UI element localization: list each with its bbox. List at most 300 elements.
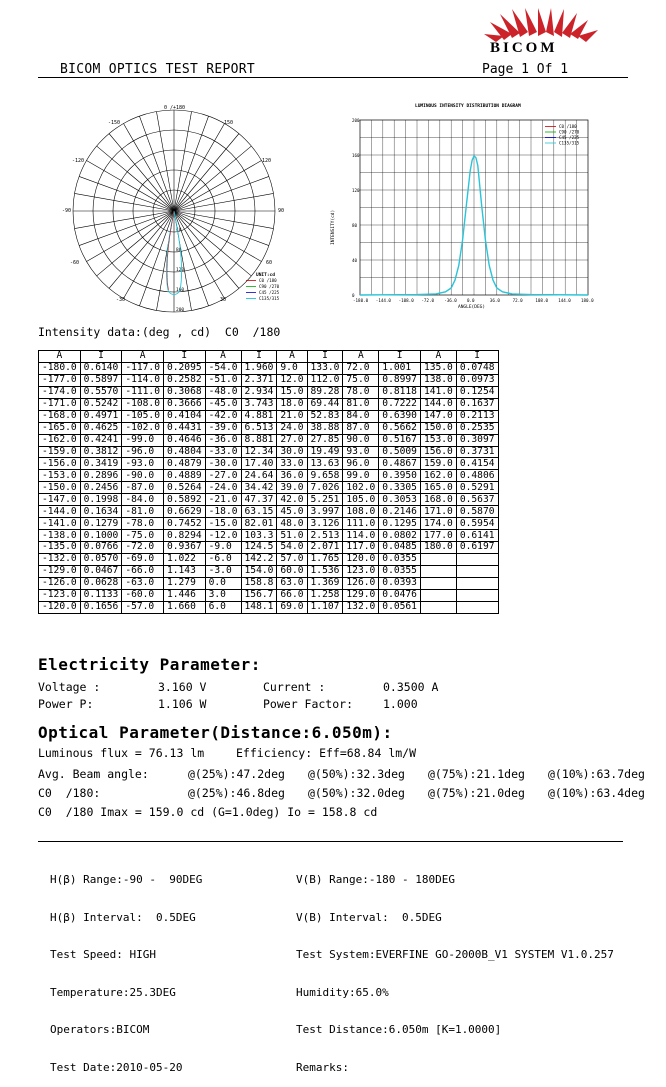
table-cell: 0.3053: [379, 494, 421, 506]
test-date: Test Date:2010-05-20: [50, 1060, 183, 1074]
table-cell: 0.0802: [379, 530, 421, 542]
chart-legend-label: C45 /225: [559, 135, 580, 140]
table-cell: [456, 553, 498, 565]
chart-legend-label: C90 /270: [559, 129, 580, 135]
table-cell: 21.0: [277, 410, 307, 422]
table-cell: -21.0: [205, 494, 241, 506]
chart-x-tick: -108.0: [398, 298, 414, 303]
table-cell: -6.0: [205, 553, 241, 565]
table-cell: 0.2582: [163, 374, 205, 386]
polar-radial-label: 200: [176, 308, 185, 313]
intensity-table: [38, 350, 499, 614]
table-cell: 45.0: [277, 506, 307, 518]
table-cell: 42.0: [277, 494, 307, 506]
table-cell: 142.2: [241, 553, 277, 565]
chart-y-tick: 120: [352, 188, 360, 193]
table-cell: 117.0: [343, 542, 379, 554]
table-cell: 48.0: [277, 518, 307, 530]
chart-x-tick: 180.0: [581, 298, 594, 303]
table-cell: 112.0: [307, 374, 343, 386]
table-cell: -63.0: [122, 577, 164, 589]
table-cell: 0.1279: [80, 518, 122, 530]
table-cell: 0.0766: [80, 542, 122, 554]
table-cell: 1.660: [163, 601, 205, 613]
table-cell: 0.3068: [163, 386, 205, 398]
chart-x-tick: 0.0: [467, 298, 475, 303]
table-cell: 177.0: [420, 530, 456, 542]
table-cell: 129.0: [343, 589, 379, 601]
table-cell: 0.2113: [456, 410, 498, 422]
table-cell: 0.3305: [379, 482, 421, 494]
table-cell: 1.022: [163, 553, 205, 565]
table-cell: -48.0: [205, 386, 241, 398]
table-cell: -159.0: [39, 446, 81, 458]
table-cell: 0.4889: [163, 470, 205, 482]
table-cell: 63.0: [277, 577, 307, 589]
table-cell: 0.2456: [80, 482, 122, 494]
table-cell: -84.0: [122, 494, 164, 506]
polar-diagram: [60, 100, 310, 330]
temperature: Temperature:25.3DEG: [50, 985, 176, 999]
table-cell: 1.446: [163, 589, 205, 601]
table-header: A: [122, 351, 164, 363]
table-cell: 69.0: [277, 601, 307, 613]
table-cell: 13.63: [307, 458, 343, 470]
table-cell: -78.0: [122, 518, 164, 530]
table-cell: 162.0: [420, 470, 456, 482]
pf-value: 1.000: [383, 697, 418, 711]
table-cell: -144.0: [39, 506, 81, 518]
optical-title: Optical Parameter(Distance:6.050m):: [38, 723, 393, 742]
table-cell: -3.0: [205, 565, 241, 577]
table-cell: 1.143: [163, 565, 205, 577]
table-cell: 12.34: [241, 446, 277, 458]
table-cell: -156.0: [39, 458, 81, 470]
polar-legend-label: C45 /225: [259, 290, 280, 295]
table-row: [39, 601, 499, 613]
table-cell: 87.0: [343, 422, 379, 434]
table-cell: 9.0: [277, 362, 307, 374]
intensity-line-chart: [320, 100, 610, 315]
table-row: [39, 542, 499, 554]
table-cell: 24.64: [241, 470, 277, 482]
c0-beam-10: @(10%):63.4deg: [548, 786, 645, 800]
table-cell: -108.0: [122, 398, 164, 410]
table-cell: -87.0: [122, 482, 164, 494]
table-cell: 1.765: [307, 553, 343, 565]
table-cell: 0.5637: [456, 494, 498, 506]
c0-beam-25: @(25%):46.8deg: [188, 786, 285, 800]
table-cell: 156.0: [420, 446, 456, 458]
table-cell: 0.8294: [163, 530, 205, 542]
table-cell: -180.0: [39, 362, 81, 374]
table-cell: 105.0: [343, 494, 379, 506]
table-cell: -27.0: [205, 470, 241, 482]
humidity: Humidity:65.0%: [296, 985, 389, 999]
table-cell: 0.8997: [379, 374, 421, 386]
table-cell: -153.0: [39, 470, 81, 482]
chart-x-tick: 144.0: [558, 298, 571, 303]
polar-radial-label: 120: [176, 268, 185, 273]
table-cell: -24.0: [205, 482, 241, 494]
table-cell: -150.0: [39, 482, 81, 494]
table-cell: 63.15: [241, 506, 277, 518]
table-cell: -36.0: [205, 434, 241, 446]
polar-legend-title: UNIT:cd: [256, 273, 275, 278]
table-cell: 0.6140: [80, 362, 122, 374]
table-cell: 24.0: [277, 422, 307, 434]
chart-x-tick: 36.0: [489, 298, 500, 303]
table-header: A: [420, 351, 456, 363]
table-cell: 132.0: [343, 601, 379, 613]
table-cell: 2.934: [241, 386, 277, 398]
table-cell: -60.0: [122, 589, 164, 601]
table-cell: 0.0476: [379, 589, 421, 601]
table-cell: 0.0485: [379, 542, 421, 554]
table-cell: 30.0: [277, 446, 307, 458]
voltage-value: 3.160 V: [158, 680, 207, 694]
polar-legend-label: C0 /180: [259, 278, 277, 283]
table-cell: -102.0: [122, 422, 164, 434]
table-cell: -72.0: [122, 542, 164, 554]
table-cell: 0.5264: [163, 482, 205, 494]
table-cell: 0.5009: [379, 446, 421, 458]
chart-y-tick: 0: [352, 293, 355, 298]
table-header: I: [163, 351, 205, 363]
table-row: [39, 434, 499, 446]
polar-label-l30: -30: [116, 297, 126, 303]
table-cell: [420, 553, 456, 565]
current-value: 0.3500 A: [383, 680, 439, 694]
table-cell: -96.0: [122, 446, 164, 458]
table-cell: -99.0: [122, 434, 164, 446]
table-cell: 133.0: [307, 362, 343, 374]
table-header: I: [379, 351, 421, 363]
table-cell: 0.4879: [163, 458, 205, 470]
table-cell: -42.0: [205, 410, 241, 422]
v-range: V(B) Range:-180 - 180DEG: [296, 873, 455, 886]
chart-x-tick: 72.0: [512, 298, 523, 303]
beam-angle-label: Avg. Beam angle:: [38, 767, 149, 781]
table-cell: 0.0467: [80, 565, 122, 577]
table-cell: 0.6390: [379, 410, 421, 422]
table-cell: 0.0748: [456, 362, 498, 374]
c0-beam-75: @(75%):21.0deg: [428, 786, 525, 800]
table-cell: 6.0: [205, 601, 241, 613]
table-row: [39, 565, 499, 577]
table-cell: [456, 601, 498, 613]
table-cell: -51.0: [205, 374, 241, 386]
table-cell: 0.5291: [456, 482, 498, 494]
table-row: [39, 374, 499, 386]
chart-y-tick: 40: [352, 258, 358, 263]
table-cell: -81.0: [122, 506, 164, 518]
table-cell: 27.0: [277, 434, 307, 446]
table-cell: 0.4104: [163, 410, 205, 422]
luminous-flux: Luminous flux = 76.13 lm: [38, 746, 205, 760]
table-cell: 0.0570: [80, 553, 122, 565]
table-cell: 51.0: [277, 530, 307, 542]
table-cell: 8.881: [241, 434, 277, 446]
table-row: [39, 577, 499, 589]
table-cell: -117.0: [122, 362, 164, 374]
logo-text: BICOM: [490, 40, 558, 56]
beam-angle-25: @(25%):47.2deg: [188, 767, 285, 781]
table-cell: 108.0: [343, 506, 379, 518]
table-cell: 0.1133: [80, 589, 122, 601]
table-cell: 1.536: [307, 565, 343, 577]
table-header: A: [343, 351, 379, 363]
table-cell: 3.997: [307, 506, 343, 518]
chart-x-tick: -36.0: [444, 298, 457, 303]
table-cell: 1.369: [307, 577, 343, 589]
table-cell: [456, 589, 498, 601]
table-cell: 124.5: [241, 542, 277, 554]
table-cell: 0.4431: [163, 422, 205, 434]
table-cell: 114.0: [343, 530, 379, 542]
table-cell: 0.6629: [163, 506, 205, 518]
table-cell: 0.0628: [80, 577, 122, 589]
table-cell: 0.8118: [379, 386, 421, 398]
polar-label-r150: 150: [224, 120, 234, 126]
table-cell: 0.3419: [80, 458, 122, 470]
table-cell: 12.0: [277, 374, 307, 386]
efficiency: Efficiency: Eff=68.84 lm/W: [236, 746, 417, 760]
table-cell: 47.37: [241, 494, 277, 506]
table-row: [39, 553, 499, 565]
table-cell: 0.4154: [456, 458, 498, 470]
voltage-label: Voltage :: [38, 680, 101, 694]
table-row: [39, 386, 499, 398]
table-cell: 144.0: [420, 398, 456, 410]
table-cell: 0.6141: [456, 530, 498, 542]
table-cell: 33.0: [277, 458, 307, 470]
beam-angle-50: @(50%):32.3deg: [308, 767, 405, 781]
table-cell: 2.371: [241, 374, 277, 386]
chart-x-tick: -180.0: [353, 298, 369, 303]
table-cell: 156.7: [241, 589, 277, 601]
polar-radial-label: 40: [176, 228, 182, 233]
table-cell: 0.3731: [456, 446, 498, 458]
table-cell: 0.3950: [379, 470, 421, 482]
table-cell: 4.881: [241, 410, 277, 422]
table-cell: 0.0355: [379, 553, 421, 565]
table-header: I: [456, 351, 498, 363]
table-cell: 1.258: [307, 589, 343, 601]
table-cell: 0.7222: [379, 398, 421, 410]
table-cell: 154.0: [241, 565, 277, 577]
logo-fan-icon: [482, 8, 607, 44]
v-interval: V(B) Interval: 0.5DEG: [296, 910, 442, 924]
polar-label-l120: -120: [72, 158, 85, 164]
table-cell: 38.88: [307, 422, 343, 434]
table-cell: 0.1656: [80, 601, 122, 613]
table-header: A: [39, 351, 81, 363]
test-speed: Test Speed: HIGH: [50, 948, 156, 961]
polar-curve-red: [167, 211, 174, 290]
table-cell: 0.2095: [163, 362, 205, 374]
chart-y-tick: 80: [352, 223, 358, 228]
table-cell: 0.5954: [456, 518, 498, 530]
table-cell: -39.0: [205, 422, 241, 434]
table-cell: 0.1998: [80, 494, 122, 506]
table-cell: 0.5662: [379, 422, 421, 434]
table-cell: 0.5570: [80, 386, 122, 398]
polar-radial-label: 80: [176, 248, 182, 253]
polar-label-r30: 30: [220, 297, 227, 303]
table-cell: 0.4241: [80, 434, 122, 446]
table-cell: -120.0: [39, 601, 81, 613]
polar-label-l150: -150: [108, 120, 121, 126]
table-cell: 0.3666: [163, 398, 205, 410]
chart-ylabel: INTENSITY(cd): [331, 209, 336, 245]
table-cell: 0.4806: [456, 470, 498, 482]
table-cell: 15.0: [277, 386, 307, 398]
table-cell: 0.4804: [163, 446, 205, 458]
table-cell: -111.0: [122, 386, 164, 398]
table-header: A: [205, 351, 241, 363]
table-cell: 19.49: [307, 446, 343, 458]
table-cell: [456, 565, 498, 577]
table-row: [39, 482, 499, 494]
table-cell: [456, 577, 498, 589]
table-cell: 81.0: [343, 398, 379, 410]
test-system: Test System:EVERFINE GO-2000B_V1 SYSTEM V1.0.257: [296, 948, 614, 961]
table-cell: 0.5897: [80, 374, 122, 386]
chart-y-tick: 160: [352, 153, 360, 158]
table-cell: 0.6197: [456, 542, 498, 554]
table-cell: -9.0: [205, 542, 241, 554]
table-cell: 147.0: [420, 410, 456, 422]
table-cell: 141.0: [420, 386, 456, 398]
table-cell: 138.0: [420, 374, 456, 386]
table-cell: 1.107: [307, 601, 343, 613]
table-cell: 148.1: [241, 601, 277, 613]
table-cell: 69.44: [307, 398, 343, 410]
table-cell: 0.5167: [379, 434, 421, 446]
table-cell: -132.0: [39, 553, 81, 565]
table-cell: 111.0: [343, 518, 379, 530]
table-row: [39, 506, 499, 518]
table-cell: 93.0: [343, 446, 379, 458]
table-cell: 90.0: [343, 434, 379, 446]
table-cell: -93.0: [122, 458, 164, 470]
table-cell: 1.001: [379, 362, 421, 374]
polar-legend-label: C135/315: [259, 296, 280, 301]
table-cell: 72.0: [343, 362, 379, 374]
table-cell: -105.0: [122, 410, 164, 422]
electricity-title: Electricity Parameter:: [38, 655, 261, 674]
table-cell: -138.0: [39, 530, 81, 542]
pf-label: Power Factor:: [263, 697, 354, 711]
chart-title: LUMINOUS INTENSITY DISTRIBUTION DIAGRAM: [415, 104, 521, 109]
chart-legend-label: C135/315: [559, 140, 580, 146]
table-cell: 0.1637: [456, 398, 498, 410]
table-cell: 82.01: [241, 518, 277, 530]
table-cell: -45.0: [205, 398, 241, 410]
beam-angle-75: @(75%):21.1deg: [428, 767, 525, 781]
table-cell: 1.279: [163, 577, 205, 589]
table-cell: 0.3097: [456, 434, 498, 446]
table-header: I: [307, 351, 343, 363]
table-row: [39, 410, 499, 422]
polar-label-r120: 120: [262, 158, 272, 164]
table-cell: 0.9367: [163, 542, 205, 554]
table-cell: -174.0: [39, 386, 81, 398]
table-cell: -162.0: [39, 434, 81, 446]
table-cell: 150.0: [420, 422, 456, 434]
table-cell: [420, 577, 456, 589]
table-row: [39, 362, 499, 374]
table-header: I: [80, 351, 122, 363]
table-cell: 27.85: [307, 434, 343, 446]
table-cell: 84.0: [343, 410, 379, 422]
table-header: I: [241, 351, 277, 363]
table-cell: 165.0: [420, 482, 456, 494]
chart-y-tick: 200: [352, 118, 360, 123]
table-row: [39, 458, 499, 470]
polar-label-l90: -90: [62, 208, 72, 214]
table-cell: 57.0: [277, 553, 307, 565]
table-cell: 174.0: [420, 518, 456, 530]
h-interval: H(β) Interval: 0.5DEG: [50, 910, 196, 924]
table-cell: 2.071: [307, 542, 343, 554]
table-cell: 0.0355: [379, 565, 421, 577]
table-cell: 0.1295: [379, 518, 421, 530]
table-cell: 0.0561: [379, 601, 421, 613]
table-cell: 6.513: [241, 422, 277, 434]
c0-beam-50: @(50%):32.0deg: [308, 786, 405, 800]
table-cell: 99.0: [343, 470, 379, 482]
table-cell: [420, 589, 456, 601]
chart-x-tick: -72.0: [421, 298, 435, 303]
table-cell: 17.40: [241, 458, 277, 470]
table-cell: -12.0: [205, 530, 241, 542]
table-cell: 3.743: [241, 398, 277, 410]
table-cell: -75.0: [122, 530, 164, 542]
chart-xlabel: ANGLE(DEG): [458, 305, 486, 310]
table-cell: -57.0: [122, 601, 164, 613]
table-cell: -126.0: [39, 577, 81, 589]
table-cell: -54.0: [205, 362, 241, 374]
footer-right: [296, 849, 614, 1087]
table-cell: 1.960: [241, 362, 277, 374]
table-cell: 0.0973: [456, 374, 498, 386]
table-cell: 0.4867: [379, 458, 421, 470]
beam-angle-10: @(10%):63.7deg: [548, 767, 645, 781]
table-cell: 0.4625: [80, 422, 122, 434]
table-cell: 0.1634: [80, 506, 122, 518]
table-cell: -114.0: [122, 374, 164, 386]
table-cell: 171.0: [420, 506, 456, 518]
imax-line: C0 /180 Imax = 159.0 cd (G=1.0deg) Io = 158.8 cd: [38, 805, 378, 819]
table-cell: -30.0: [205, 458, 241, 470]
chart-x-tick: 108.0: [535, 298, 549, 303]
table-row: [39, 470, 499, 482]
polar-label-l60: -60: [70, 260, 80, 266]
table-cell: 120.0: [343, 553, 379, 565]
table-cell: -168.0: [39, 410, 81, 422]
intensity-label: Intensity data:(deg , cd) C0 /180: [38, 325, 281, 339]
table-cell: 180.0: [420, 542, 456, 554]
table-cell: 168.0: [420, 494, 456, 506]
polar-label-r60: 60: [266, 260, 273, 266]
polar-radial-label: 160: [176, 288, 185, 293]
power-value: 1.106 W: [158, 697, 207, 711]
page-number: Page 1 Of 1: [482, 62, 569, 77]
table-cell: 3.0: [205, 589, 241, 601]
table-cell: 52.83: [307, 410, 343, 422]
